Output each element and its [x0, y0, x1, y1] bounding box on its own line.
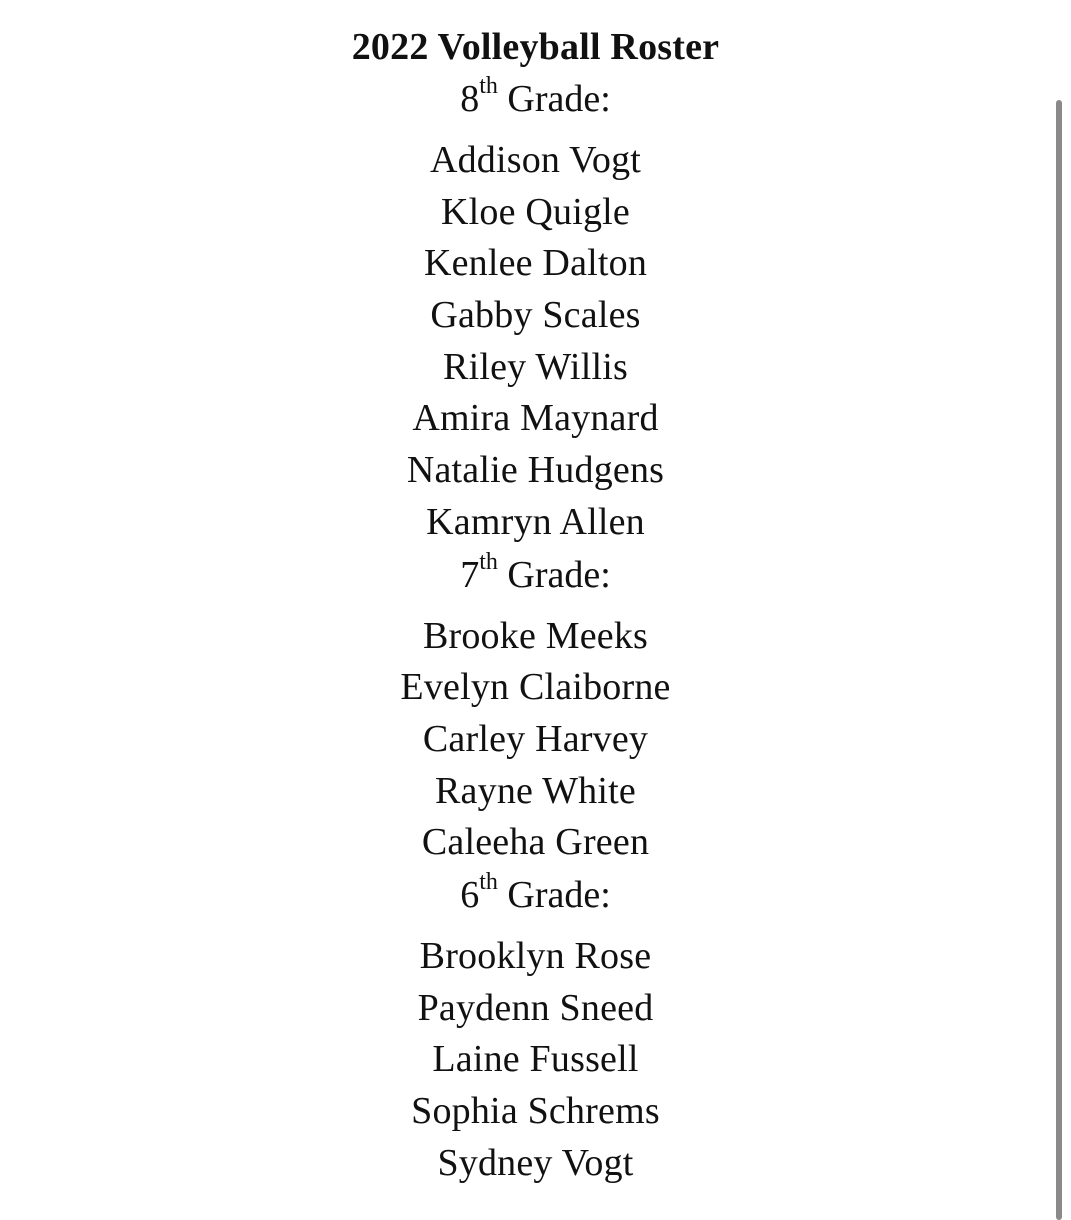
player-name: Natalie Hudgens [406, 449, 665, 492]
grade-label: Grade: [497, 873, 611, 916]
section-header-8th-grade [0, 72, 1071, 134]
grade-suffix: th [479, 869, 498, 896]
vertical-scrollbar[interactable] [1056, 100, 1062, 1220]
player-name: Kenlee Dalton [423, 242, 648, 285]
grade-suffix: th [479, 548, 498, 575]
grade-number: 6 [460, 873, 480, 916]
player-name: Sydney Vogt [437, 1141, 634, 1184]
grade-label: Grade: [497, 78, 611, 120]
grade-section-6 [0, 868, 1071, 1188]
player-name: Sophia Schrems [411, 1090, 660, 1132]
player-name: Paydenn Sneed [417, 986, 654, 1029]
player-name: Amira Maynard [412, 397, 659, 440]
roster-document [0, 22, 1071, 1188]
grade-suffix: th [479, 73, 498, 100]
player-name: Kamryn Allen [426, 500, 645, 543]
page-title: 2022 Volleyball Roster [351, 26, 720, 68]
player-name: Brooklyn Rose [419, 934, 652, 977]
grade-number: 7 [460, 553, 480, 596]
player-name: Riley Willis [443, 345, 628, 388]
player-name: Rayne White [435, 769, 636, 812]
grade-label: Grade: [497, 553, 611, 596]
grade-section-7 [0, 548, 1071, 868]
player-name: Brooke Meeks [422, 614, 649, 657]
player-name: Addison Vogt [429, 139, 642, 181]
player-name: Kloe Quigle [441, 190, 630, 233]
player-name: Carley Harvey [422, 717, 649, 760]
player-name: Caleeha Green [421, 821, 650, 864]
section-header-7th-grade [0, 548, 1071, 610]
grade-section-8 [0, 72, 1071, 548]
player-name: Evelyn Claiborne [400, 666, 671, 709]
grade-number: 8 [460, 78, 480, 120]
player-name: Laine Fussell [432, 1038, 639, 1081]
section-header-6th-grade [0, 868, 1071, 930]
player-name: Gabby Scales [430, 294, 641, 337]
